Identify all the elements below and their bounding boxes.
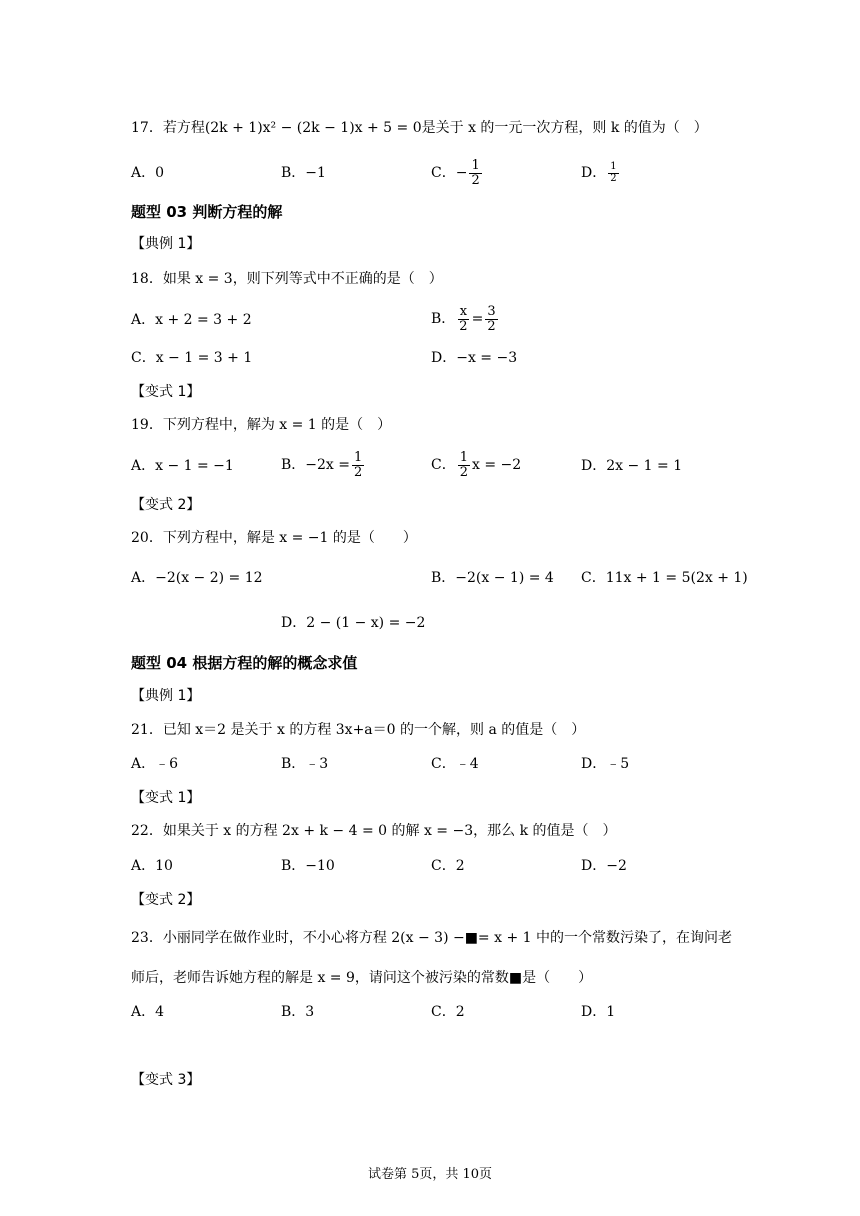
tag-variant-3: 【变式 3】: [131, 1072, 201, 1088]
question-23-stem-line-1: 23．小丽同学在做作业时，不小心将方程 2(x − 3) −■= x + 1 中的一个常数污染了，在询问老: [131, 930, 733, 946]
question-18-stem: 18．如果 x = 3，则下列等式中不正确的是（ ）: [131, 271, 443, 287]
q21-option-b: B．﹣3: [281, 756, 329, 772]
question-23-stem-line-2: 师后，老师告诉她方程的解是 x = 9，请问这个被污染的常数■是（ ）: [131, 970, 593, 986]
q23-option-b: B．3: [281, 1004, 315, 1020]
section-heading-04: 题型 04 根据方程的解的概念求值: [131, 654, 358, 672]
tag-variant-2-s04: 【变式 2】: [131, 892, 201, 908]
q18-option-a: A．x + 2 = 3 + 2: [131, 312, 252, 328]
q18-option-d: D．−x = −3: [431, 350, 518, 366]
q23-option-c: C．2: [431, 1004, 465, 1020]
q21-option-c: C．﹣4: [431, 756, 479, 772]
q20-option-c: C．11x + 1 = 5(2x + 1): [581, 570, 748, 586]
q19-option-a: A．x − 1 = −1: [131, 458, 234, 474]
q20-option-a: A．−2(x − 2) = 12: [131, 570, 263, 586]
q17-option-b: B．−1: [281, 165, 326, 181]
q17-option-d: D． $\frac{1}{2}$: [581, 161, 617, 184]
q19-option-d: D．2x − 1 = 1: [581, 458, 683, 474]
tag-example-1: 【典例 1】: [131, 236, 201, 252]
page-footer: 试卷第 5页，共 10页: [367, 1167, 493, 1182]
tag-variant-1: 【变式 1】: [131, 384, 201, 400]
q22-option-c: C．2: [431, 858, 465, 874]
q18-option-c: C．x − 1 = 3 + 1: [131, 350, 253, 366]
question-19-stem: 19．下列方程中，解为 x = 1 的是（ ）: [131, 417, 392, 433]
question-21-stem: 21．已知 x＝2 是关于 x 的方程 3x+a＝0 的一个解，则 a 的值是（ ）: [131, 722, 586, 738]
q18-option-b: B． $\frac{x}{2}$ = $\frac{3}{2}$: [431, 303, 496, 334]
q23-option-a: A．4: [131, 1004, 165, 1020]
tag-example-1-s04: 【典例 1】: [131, 688, 201, 704]
tag-variant-1-s04: 【变式 1】: [131, 790, 201, 806]
q22-option-d: D．−2: [581, 858, 627, 874]
question-22-stem: 22．如果关于 x 的方程 2x + k − 4 = 0 的解 x = −3，那么 k 的值是（ ）: [131, 823, 617, 839]
q17-option-a: A．0: [131, 165, 165, 181]
question-17-stem: 17．若方程(2k + 1)x² − (2k − 1)x + 5 = 0是关于 x 的一元一次方程，则 k 的值为（ ）: [131, 120, 708, 136]
section-heading-03: 题型 03 判断方程的解: [131, 203, 283, 221]
q21-option-d: D．﹣5: [581, 756, 630, 772]
q19-option-b: B．−2x = $\frac{1}{2}$: [281, 449, 363, 480]
q17-option-c: C．− $\frac{1}{2}$: [431, 157, 480, 188]
q23-option-d: D．1: [581, 1004, 616, 1020]
tag-variant-2: 【变式 2】: [131, 497, 201, 513]
question-20-stem: 20．下列方程中，解是 x = −1 的是（ ）: [131, 530, 417, 546]
q22-option-b: B．−10: [281, 858, 335, 874]
q20-option-d: D．2 − (1 − x) = −2: [281, 615, 426, 631]
q22-option-a: A．10: [131, 858, 173, 874]
q19-option-c: C． $\frac{1}{2}$ x = −2: [431, 449, 522, 480]
q21-option-a: A．﹣6: [131, 756, 179, 772]
q20-option-b: B．−2(x − 1) = 4: [431, 570, 554, 586]
